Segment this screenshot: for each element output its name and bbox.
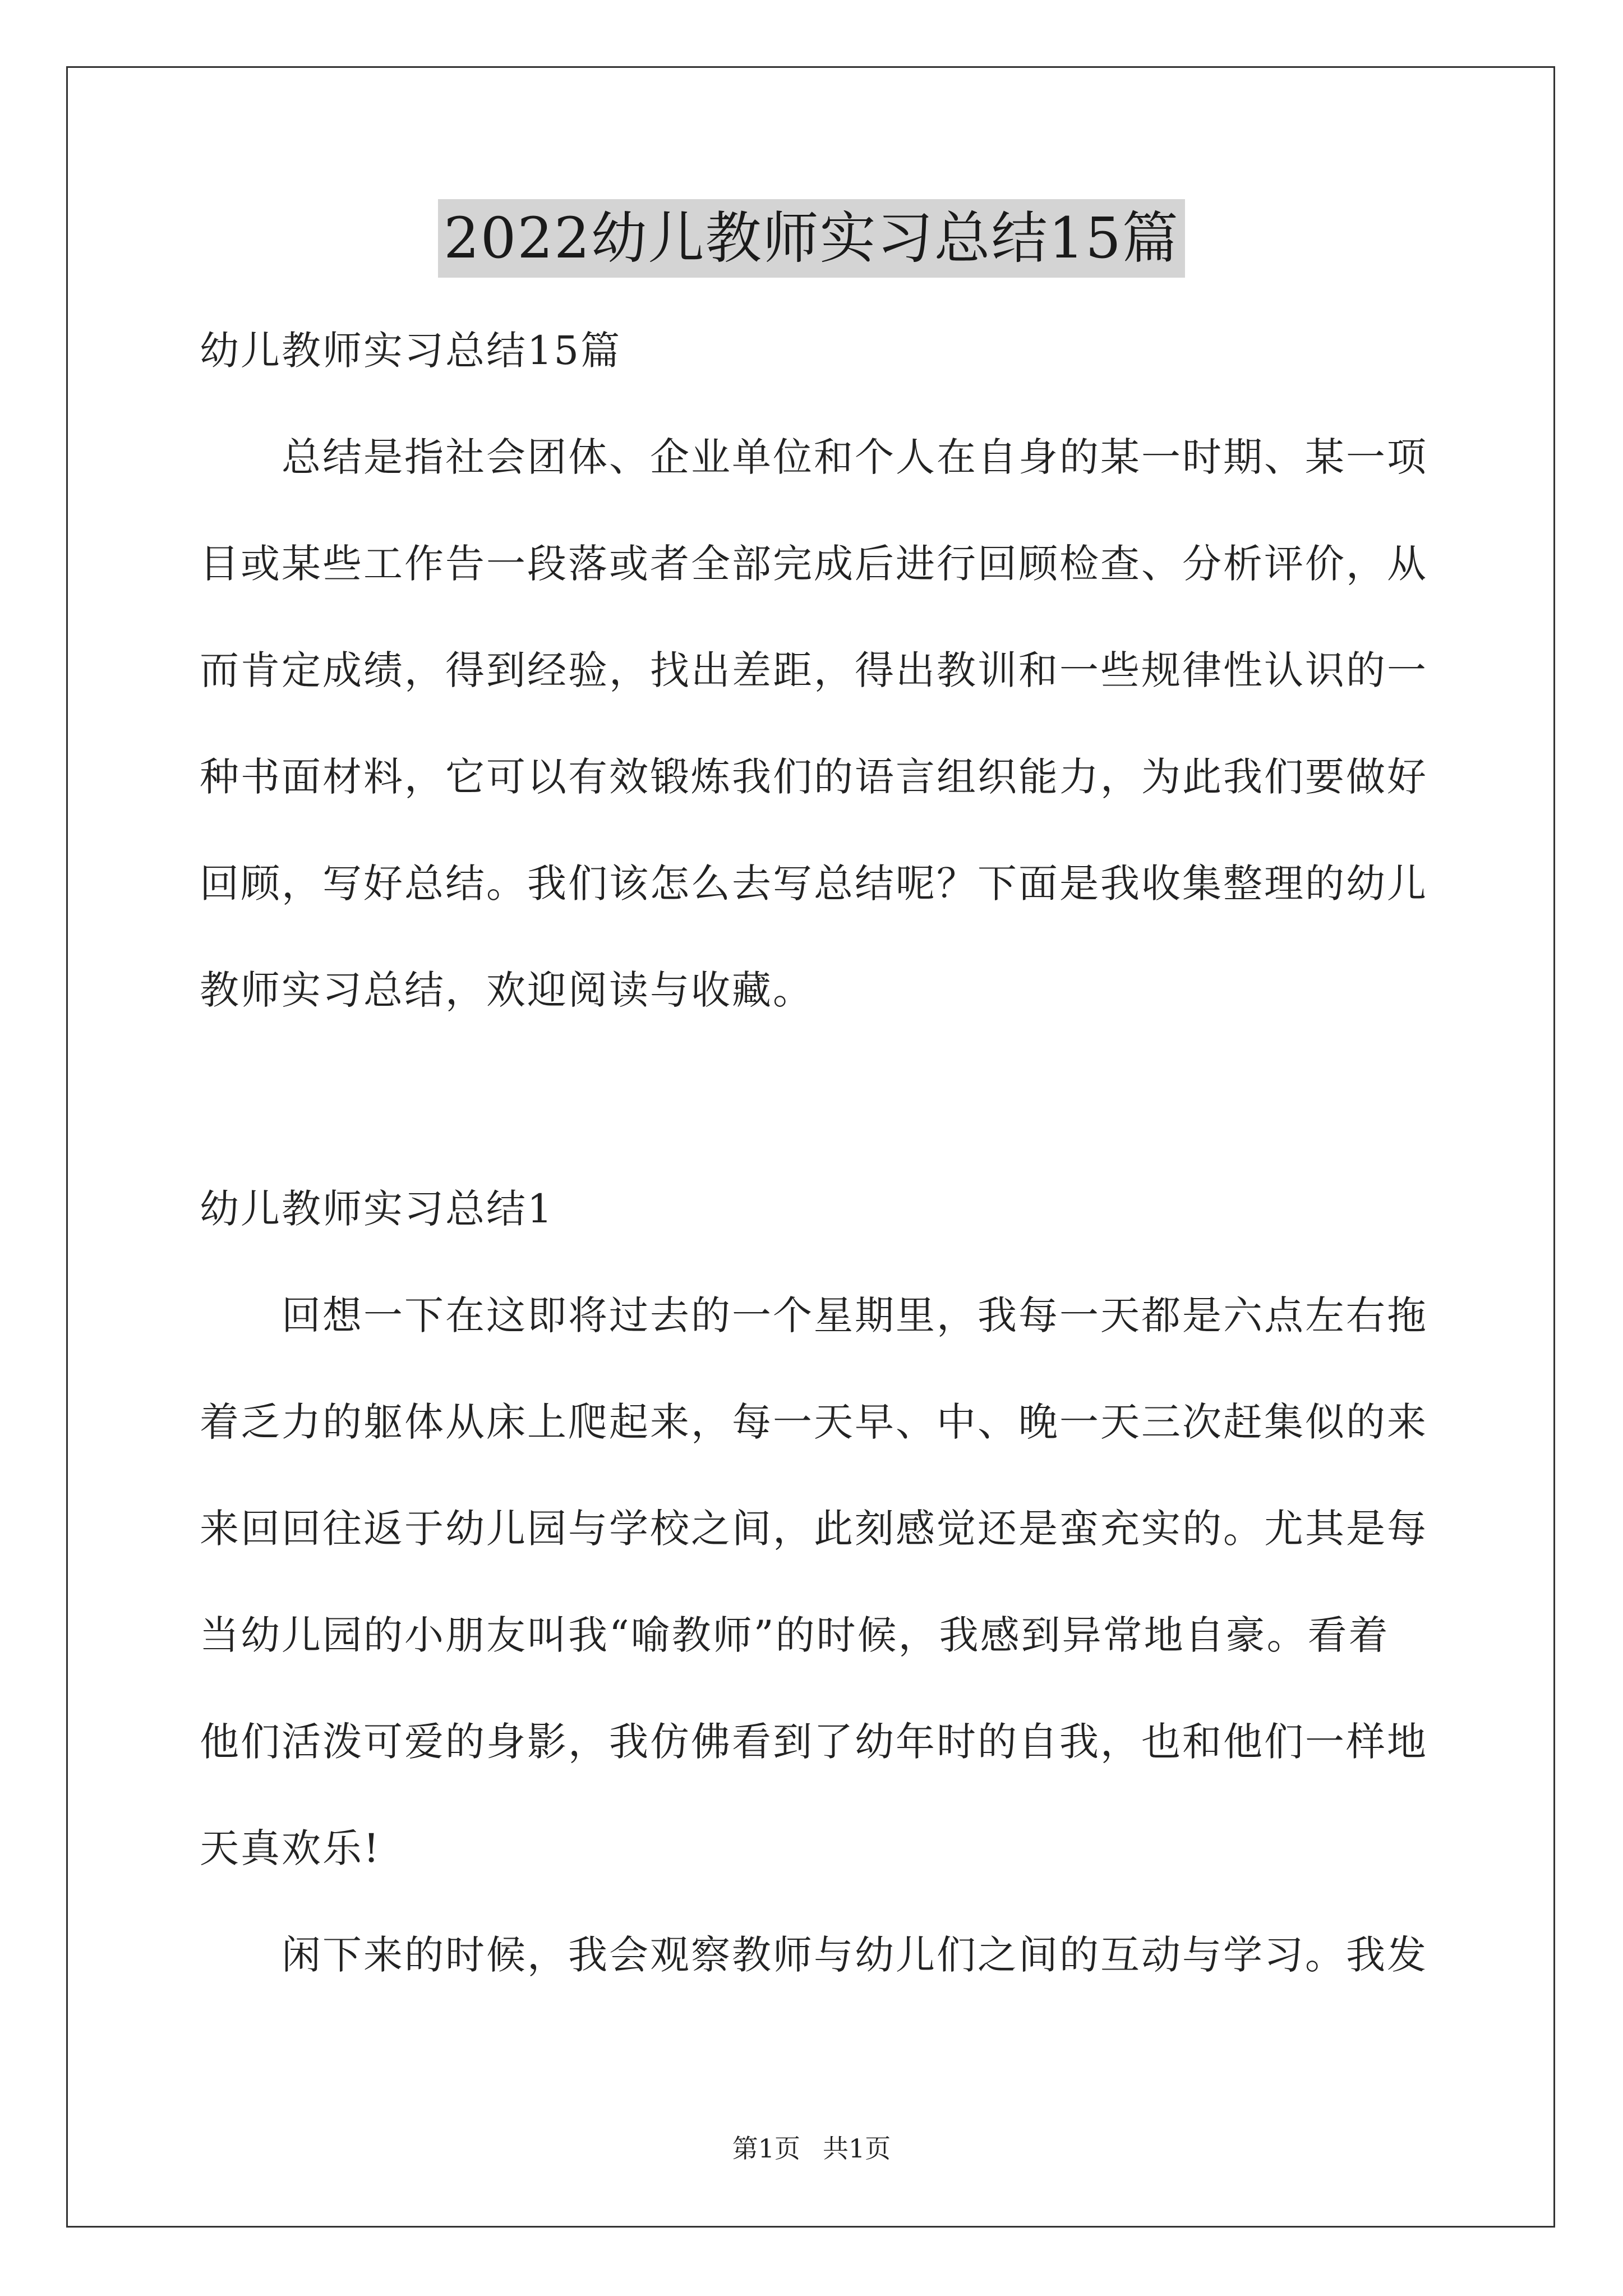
intro-line: 而肯定成绩，得到经验，找出差距，得出教训和一些规律性认识的一 bbox=[200, 647, 1428, 693]
section-heading: 幼儿教师实习总结1 bbox=[200, 1186, 554, 1232]
paragraph-line: 回想一下在这即将过去的一个星期里，我每一天都是六点左右拖 bbox=[282, 1292, 1428, 1338]
paragraph-line: 着乏力的躯体从床上爬起来，每一天早、中、晚一天三次赶集似的来 bbox=[200, 1399, 1428, 1445]
intro-line: 种书面材料，它可以有效锻炼我们的语言组织能力，为此我们要做好 bbox=[200, 754, 1428, 800]
paragraph-line: 当幼儿园的小朋友叫我“喻教师”的时候，我感到异常地自豪。看着 bbox=[200, 1612, 1390, 1658]
intro-line: 教师实习总结，欢迎阅读与收藏。 bbox=[200, 967, 814, 1013]
page-footer bbox=[0, 2132, 1623, 2165]
paragraph-line: 他们活泼可爱的身影，我仿佛看到了幼年时的自我，也和他们一样地 bbox=[200, 1719, 1428, 1765]
document-title: 2022幼儿教师实习总结15篇 bbox=[438, 199, 1185, 278]
intro-line: 总结是指社会团体、企业单位和个人在自身的某一时期、某一项 bbox=[282, 434, 1428, 480]
intro-paragraph bbox=[200, 404, 1428, 1043]
intro-line: 回顾，写好总结。我们该怎么去写总结呢？下面是我收集整理的幼儿 bbox=[200, 861, 1428, 907]
document-subtitle: 幼儿教师实习总结15篇 bbox=[200, 328, 622, 374]
section1-paragraph-2 bbox=[200, 1902, 1428, 2008]
section1-paragraph-1 bbox=[200, 1262, 1428, 1902]
paragraph-line: 闲下来的时候，我会观察教师与幼儿们之间的互动与学习。我发 bbox=[282, 1932, 1428, 1978]
paragraph-line: 来回回往返于幼儿园与学校之间，此刻感觉还是蛮充实的。尤其是每 bbox=[200, 1506, 1428, 1552]
paragraph-line: 天真欢乐! bbox=[200, 1825, 381, 1871]
document-body bbox=[200, 297, 1428, 2008]
intro-line: 目或某些工作告一段落或者全部完成后进行回顾检查、分析评价，从 bbox=[200, 541, 1428, 587]
page-number: 第1页 bbox=[732, 2133, 800, 2164]
title-wrap bbox=[0, 199, 1623, 278]
page-total: 共1页 bbox=[823, 2133, 891, 2164]
